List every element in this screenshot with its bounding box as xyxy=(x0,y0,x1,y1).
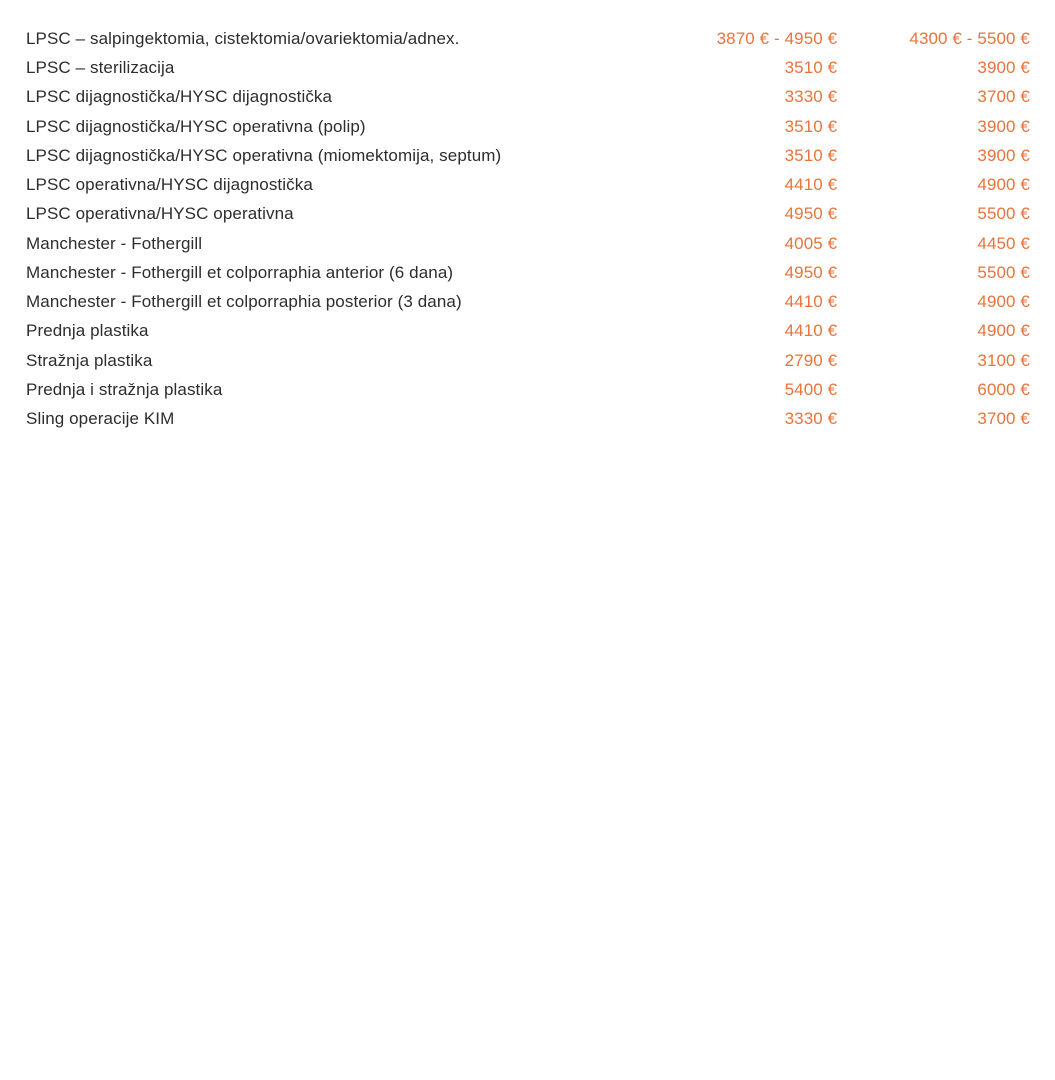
procedure-name: LPSC dijagnostička/HYSC operativna (polip) xyxy=(26,116,366,136)
price-value: 3870 € - 4950 € xyxy=(716,29,838,48)
table-row xyxy=(0,404,1055,433)
price-value: 3900 € xyxy=(977,116,1030,136)
procedure-name: LPSC operativna/HYSC dijagnostička xyxy=(26,175,313,195)
price-cell-primary xyxy=(616,141,837,170)
table-row xyxy=(0,258,1055,287)
price-value: 3700 € xyxy=(977,87,1030,107)
procedure-name: LPSC – sterilizacija xyxy=(26,58,175,78)
price-value: 5500 € xyxy=(977,262,1030,282)
table-row xyxy=(0,0,1055,53)
procedure-name: Manchester - Fothergill et colporraphia posterior (3 dana) xyxy=(26,292,462,312)
procedure-name: Prednja plastika xyxy=(26,321,149,341)
table-row xyxy=(0,141,1055,170)
procedure-name-cell xyxy=(0,229,616,258)
price-cell-secondary xyxy=(837,82,1055,111)
price-cell-primary xyxy=(616,170,837,199)
price-cell-secondary xyxy=(837,404,1055,433)
procedure-name: LPSC operativna/HYSC operativna xyxy=(26,204,294,224)
price-value: 3900 € xyxy=(977,58,1030,78)
price-cell-primary xyxy=(616,112,837,141)
price-cell-primary xyxy=(616,404,837,433)
price-cell-secondary xyxy=(837,0,1055,53)
table-row xyxy=(0,199,1055,228)
price-cell-secondary xyxy=(837,258,1055,287)
table-row xyxy=(0,287,1055,316)
procedure-name-cell xyxy=(0,170,616,199)
price-cell-secondary xyxy=(837,199,1055,228)
table-row xyxy=(0,229,1055,258)
price-cell-primary xyxy=(616,258,837,287)
price-value: 4005 € xyxy=(784,233,838,253)
price-value: 4900 € xyxy=(977,321,1030,341)
price-value: 3700 € xyxy=(977,409,1030,429)
procedure-name: LPSC – salpingektomia, cistektomia/ovariektomia/adnex. xyxy=(26,29,460,48)
procedure-name-cell xyxy=(0,141,616,170)
price-value: 6000 € xyxy=(977,379,1030,399)
price-value: 4450 € xyxy=(977,233,1030,253)
price-cell-primary xyxy=(616,287,837,316)
price-value: 4410 € xyxy=(784,175,838,195)
procedure-name-cell xyxy=(0,112,616,141)
price-cell-secondary xyxy=(837,346,1055,375)
price-value: 3100 € xyxy=(977,350,1030,370)
procedure-name-cell xyxy=(0,346,616,375)
procedure-name: Manchester - Fothergill et colporraphia anterior (6 dana) xyxy=(26,262,454,282)
price-value: 3510 € xyxy=(784,58,838,78)
price-cell-primary xyxy=(616,199,837,228)
price-cell-primary xyxy=(616,53,837,82)
procedure-name-cell xyxy=(0,82,616,111)
price-value: 5400 € xyxy=(784,379,838,399)
price-value: 3330 € xyxy=(784,409,838,429)
price-value: 3510 € xyxy=(784,116,838,136)
procedure-name: LPSC dijagnostička/HYSC dijagnostička xyxy=(26,87,333,107)
table-row xyxy=(0,53,1055,82)
price-cell-primary xyxy=(616,229,837,258)
price-list-body xyxy=(0,0,1055,433)
price-value: 3510 € xyxy=(784,145,838,165)
procedure-name-cell xyxy=(0,53,616,82)
procedure-name-cell xyxy=(0,404,616,433)
procedure-name-cell xyxy=(0,199,616,228)
price-cell-primary xyxy=(616,346,837,375)
table-row xyxy=(0,82,1055,111)
procedure-name-cell xyxy=(0,375,616,404)
price-value: 4900 € xyxy=(977,292,1030,312)
price-value: 4950 € xyxy=(784,262,838,282)
price-cell-secondary xyxy=(837,53,1055,82)
procedure-name-cell xyxy=(0,258,616,287)
procedure-name: Stražnja plastika xyxy=(26,350,153,370)
procedure-name-cell xyxy=(0,0,616,53)
price-value: 4410 € xyxy=(784,292,838,312)
procedure-name-cell xyxy=(0,287,616,316)
price-value: 4300 € - 5500 € xyxy=(909,29,1030,48)
price-value: 3900 € xyxy=(977,145,1030,165)
price-cell-primary xyxy=(616,0,837,53)
price-value: 2790 € xyxy=(784,350,838,370)
price-cell-secondary xyxy=(837,112,1055,141)
procedure-name-cell xyxy=(0,316,616,345)
price-value: 4900 € xyxy=(977,175,1030,195)
procedure-name: Manchester - Fothergill xyxy=(26,233,203,253)
table-row xyxy=(0,375,1055,404)
price-cell-secondary xyxy=(837,141,1055,170)
table-row xyxy=(0,316,1055,345)
price-cell-secondary xyxy=(837,229,1055,258)
price-list-table xyxy=(0,0,1055,433)
price-value: 3330 € xyxy=(784,87,838,107)
procedure-name: Sling operacije KIM xyxy=(26,409,175,429)
price-cell-secondary xyxy=(837,287,1055,316)
procedure-name: LPSC dijagnostička/HYSC operativna (miomektomija, septum) xyxy=(26,145,502,165)
price-cell-secondary xyxy=(837,170,1055,199)
price-cell-primary xyxy=(616,375,837,404)
table-row xyxy=(0,112,1055,141)
procedure-name: Prednja i stražnja plastika xyxy=(26,379,223,399)
price-value: 5500 € xyxy=(977,204,1030,224)
table-row xyxy=(0,346,1055,375)
price-cell-primary xyxy=(616,316,837,345)
price-cell-secondary xyxy=(837,316,1055,345)
price-value: 4410 € xyxy=(784,321,838,341)
price-value: 4950 € xyxy=(784,204,838,224)
table-row xyxy=(0,170,1055,199)
price-cell-secondary xyxy=(837,375,1055,404)
price-cell-primary xyxy=(616,82,837,111)
